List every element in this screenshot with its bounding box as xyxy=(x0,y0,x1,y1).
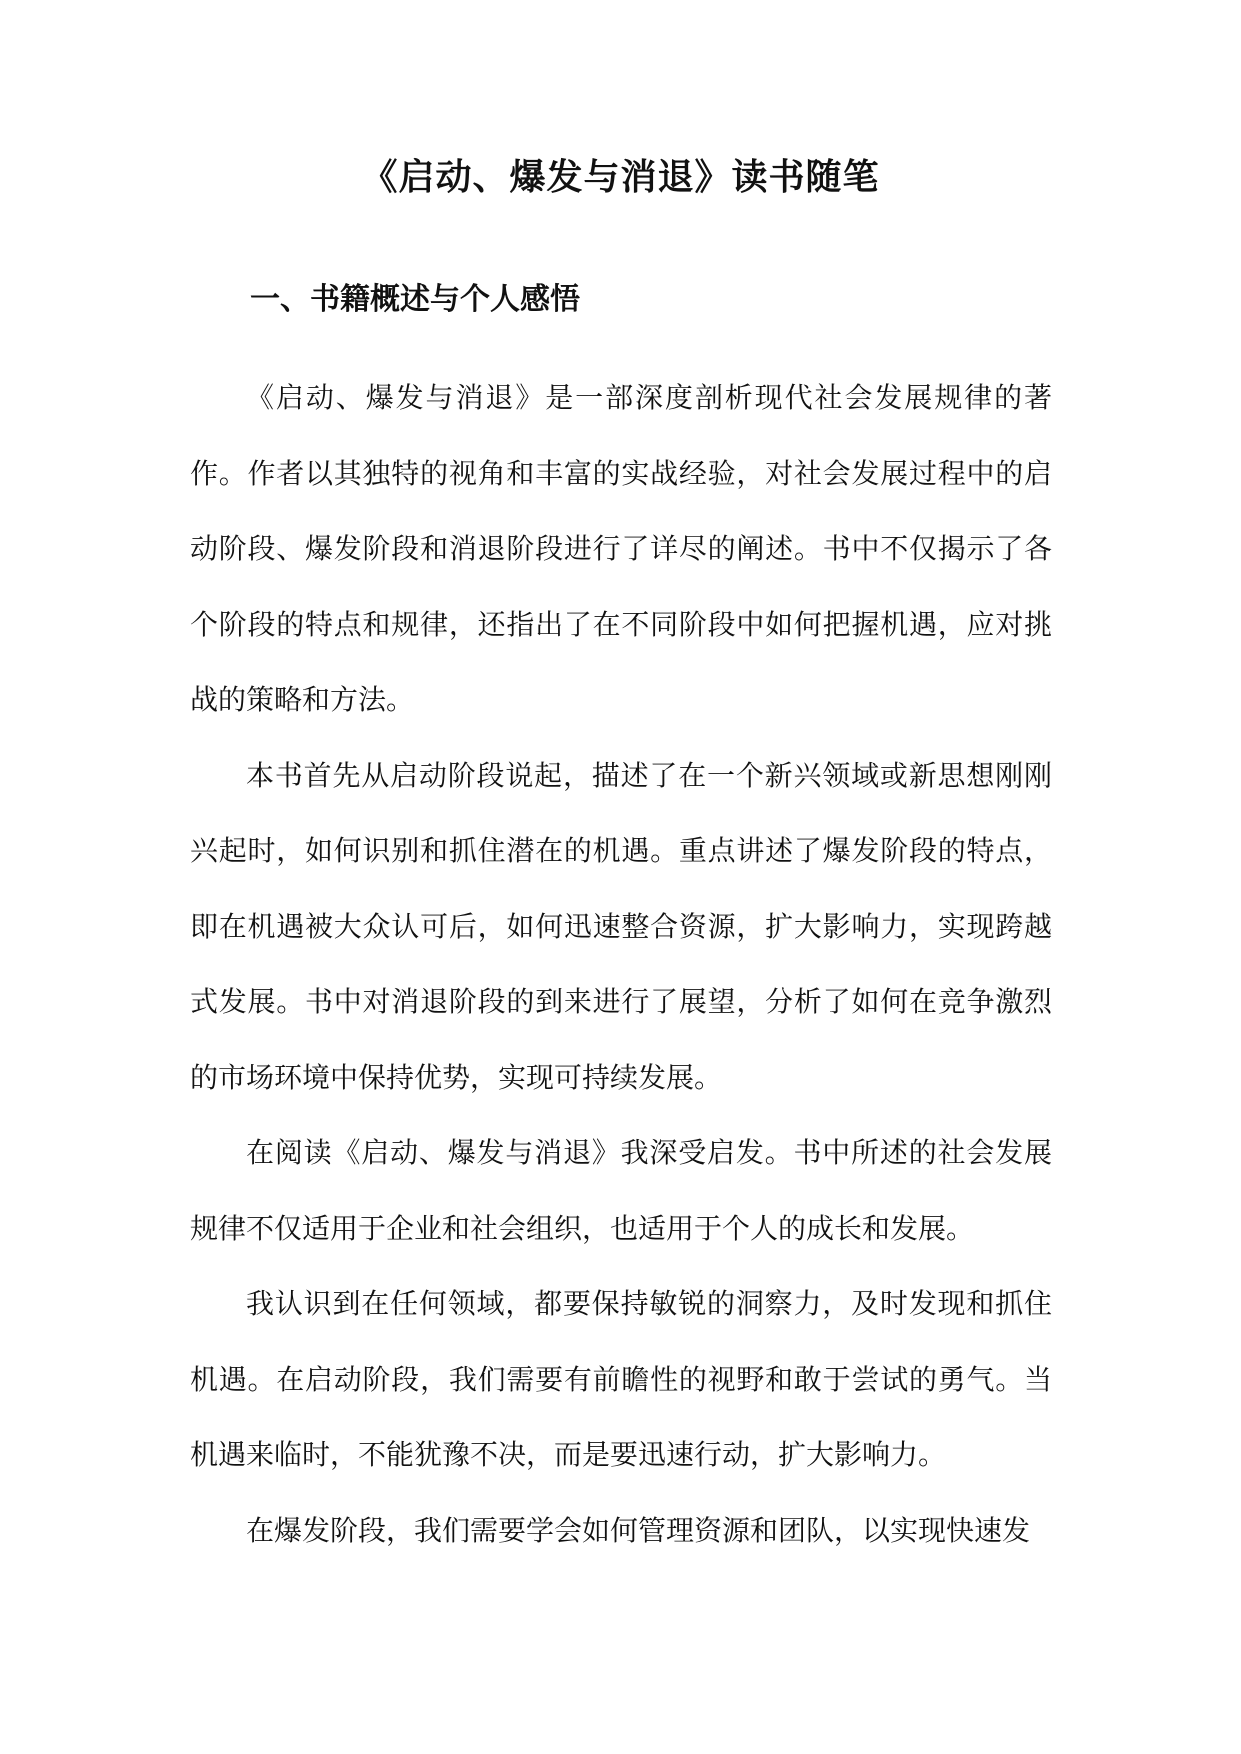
paragraph: 本书首先从启动阶段说起，描述了在一个新兴领域或新思想刚刚兴起时，如何识别和抓住潜在的机遇。重点讲述了爆发阶段的特点，即在机遇被大众认可后，如何迅速整合资源，扩大影响力，实现跨越式发展。书中对消退阶段的到来进行了展望，分析了如何在竞争激烈的市场环境中保持优势，实现可持续发展。 xyxy=(190,758,1052,1094)
body-text xyxy=(190,360,1052,1568)
section-heading: 一、书籍概述与个人感悟 xyxy=(250,282,580,317)
paragraph: 《启动、爆发与消退》是一部深度剖析现代社会发展规律的著作。作者以其独特的视角和丰富的实战经验，对社会发展过程中的启动阶段、爆发阶段和消退阶段进行了详尽的阐述。书中不仅揭示了各个阶段的特点和规律，还指出了在不同阶段中如何把握机遇，应对挑战的策略和方法。 xyxy=(190,381,1052,716)
paragraph: 在阅读《启动、爆发与消退》我深受启发。书中所述的社会发展规律不仅适用于企业和社会组织，也适用于个人的成长和发展。 xyxy=(190,1136,1052,1245)
paragraph: 我认识到在任何领域，都要保持敏锐的洞察力，及时发现和抓住机遇。在启动阶段，我们需要有前瞻性的视野和敢于尝试的勇气。当机遇来临时，不能犹豫不决，而是要迅速行动，扩大影响力。 xyxy=(190,1287,1052,1471)
document-title: 《启动、爆发与消退》读书随笔 xyxy=(361,157,880,198)
paragraph: 在爆发阶段，我们需要学会如何管理资源和团队，以实现快速发 xyxy=(246,1513,1031,1547)
